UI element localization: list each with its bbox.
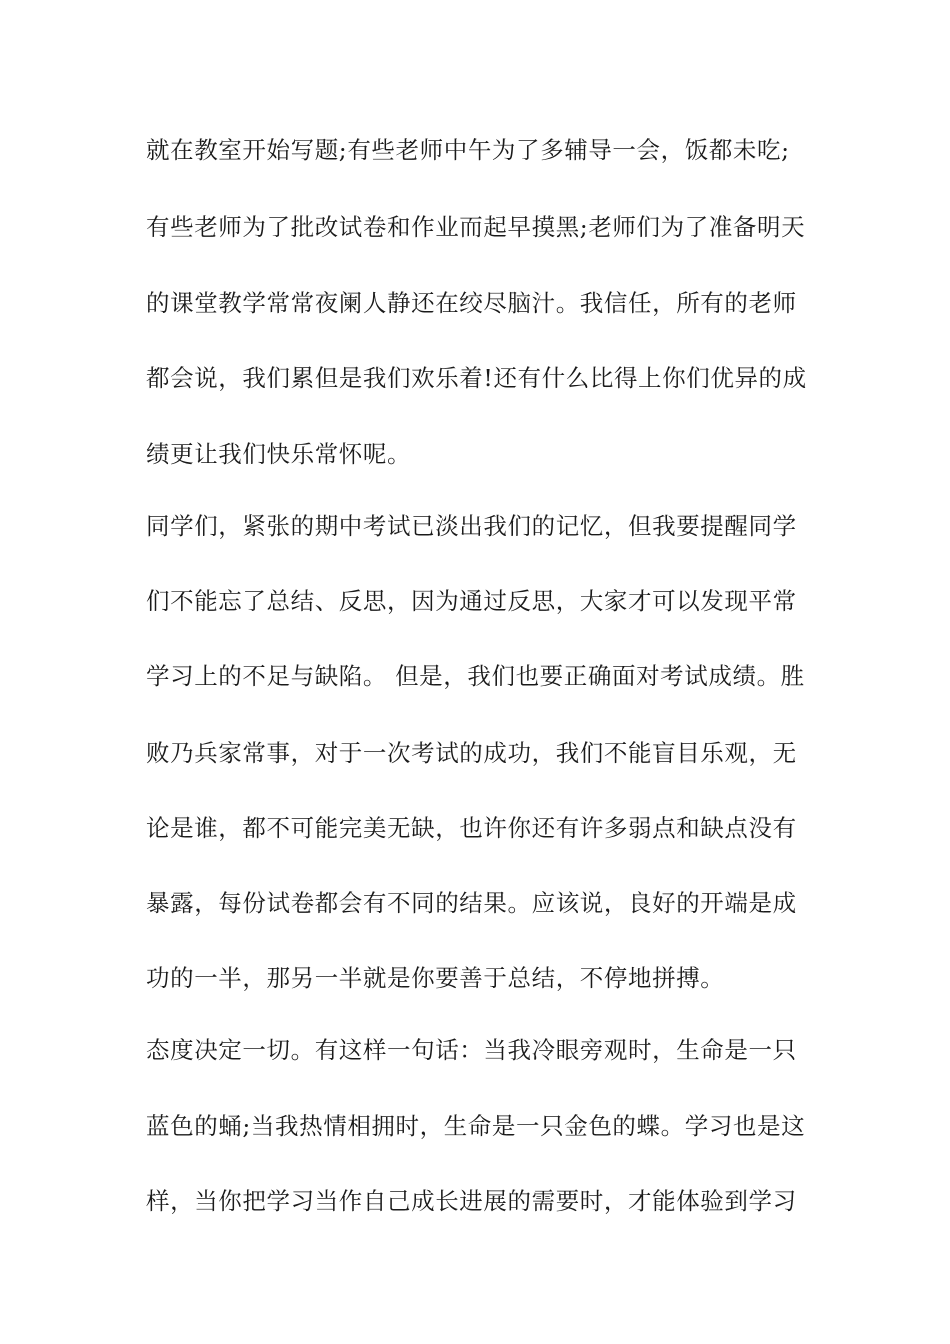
text-line: 态度决定一切。有这样一句话：当我冷眼旁观时，生命是一只	[146, 1036, 797, 1064]
text-line: 暴露，每份试卷都会有不同的结果。应该说，良好的开端是成	[146, 889, 797, 917]
text-line: 的课堂教学常常夜阑人静还在绞尽脑汁。我信任，所有的老师	[146, 289, 797, 317]
text-line: 都会说，我们累但是我们欢乐着!还有什么比得上你们优异的成	[146, 364, 807, 392]
text-line: 蓝色的蛹;当我热情相拥时，生命是一只金色的蝶。学习也是这	[146, 1112, 806, 1140]
text-line: 同学们，紧张的期中考试已淡出我们的记忆，但我要提醒同学	[146, 512, 797, 540]
text-line: 学习上的不足与缺陷。 但是，我们也要正确面对考试成绩。胜	[146, 662, 805, 690]
text-line: 就在教室开始写题;有些老师中午为了多辅导一会，饭都未吃;	[146, 136, 790, 164]
text-line: 论是谁，都不可能完美无缺，也许你还有许多弱点和缺点没有	[146, 814, 797, 842]
text-line: 功的一半，那另一半就是你要善于总结，不停地拼搏。	[146, 964, 725, 992]
text-line: 败乃兵家常事，对于一次考试的成功，我们不能盲目乐观，无	[146, 739, 797, 767]
text-line: 有些老师为了批改试卷和作业而起早摸黑;老师们为了准备明天	[146, 213, 806, 241]
text-line: 们不能忘了总结、反思，因为通过反思，大家才可以发现平常	[146, 587, 797, 615]
text-line: 样，当你把学习当作自己成长进展的需要时，才能体验到学习	[146, 1187, 797, 1215]
text-line: 绩更让我们快乐常怀呢。	[146, 440, 412, 468]
